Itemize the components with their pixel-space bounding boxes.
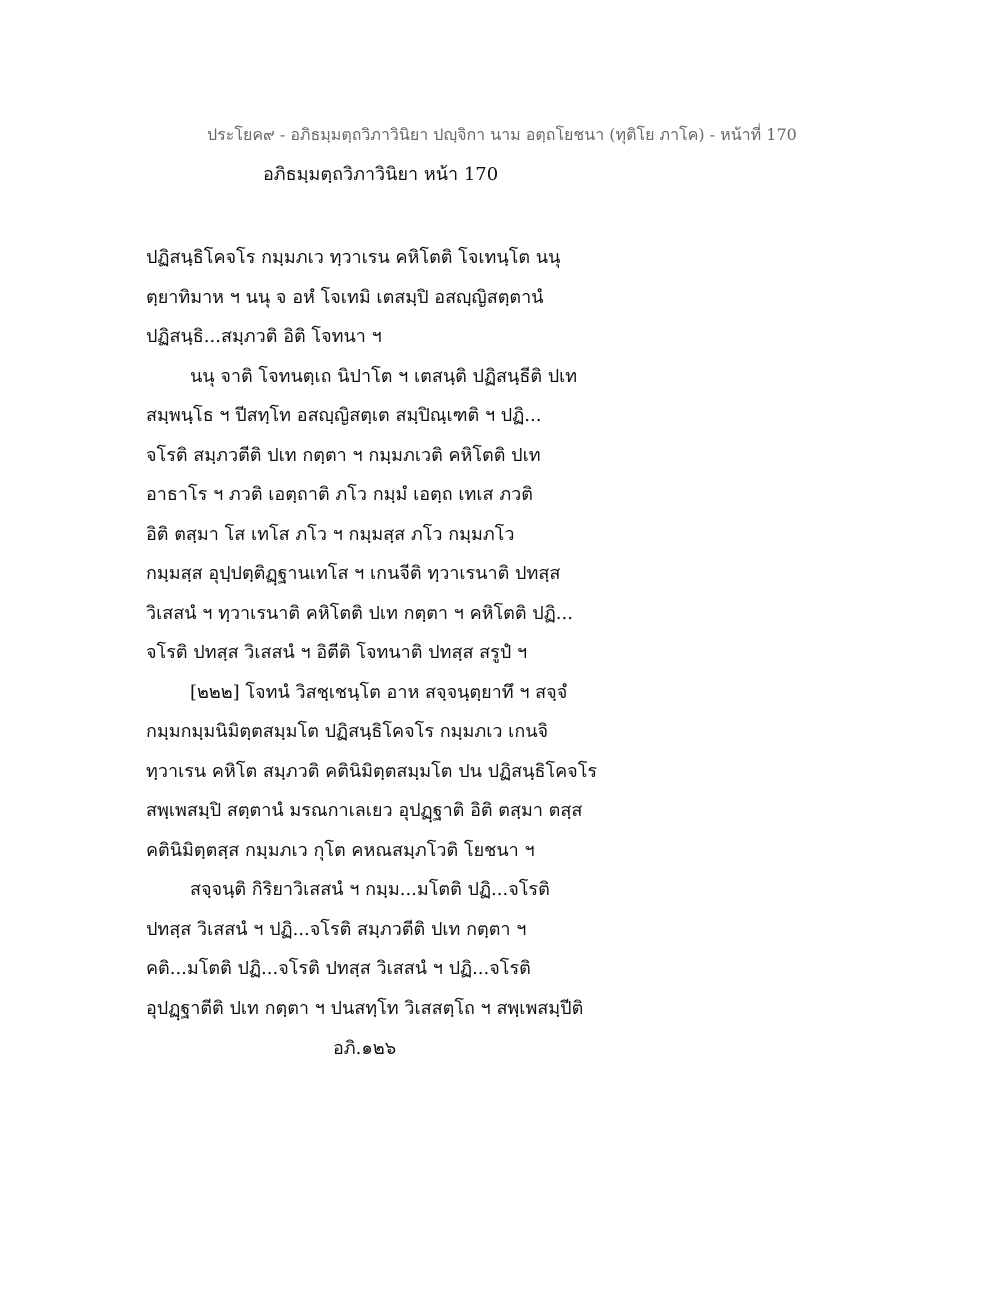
text-line: อิติ ตสฺมา โส เทโส ภโว ฯ กมฺมสฺส ภโว กมฺมภโว	[146, 523, 515, 545]
text-line: ปฏิสนฺธิโคจโร กมฺมภเว ทฺวาเรน คหิโตติ โจเทนฺโต นนุ	[146, 247, 561, 268]
text-line: กมฺมสฺส อุปฺปตฺติฏฺฐานเทโส ฯ เกนจีติ ทฺวาเรนาติ ปทสฺส	[146, 563, 561, 584]
text-line: ตฺยาทิมาห ฯ นนุ จ อหํ โจเทมิ เตสมฺปิ อสญฺญิสตฺตานํ	[146, 286, 544, 308]
text-line: ปฏิสนฺธิ...สมฺภวติ อิติ โจทนา ฯ	[146, 326, 382, 347]
text-line: [๒๒๒] โจทนํ วิสชฺเชนฺโต อาห สจฺจนฺตฺยาทึ ฯ สจฺจํ	[190, 681, 568, 703]
page-heading: อภิธมฺมตฺถวิภาวินิยา หน้า 170	[263, 164, 499, 185]
text-line: จโรติ ปทสฺส วิเสสนํ ฯ อิตีติ โจทนาติ ปทสฺส สรูปํ ฯ	[146, 642, 528, 663]
footer-reference: อภิ.๑๒๖	[333, 1038, 397, 1059]
text-line: คติ...มโตติ ปฏิ...จโรติ ปทสฺส วิเสสนํ ฯ ปฏิ...จโรติ	[146, 958, 531, 979]
text-line: สมฺพนฺโธ ฯ ปีสทฺโท อสญฺญิสตฺเต สมฺปิณฺเฑติ ฯ ปฏิ...	[146, 405, 542, 426]
text-line: สจฺจนฺติ กิริยาวิเสสนํ ฯ กมฺม...มโตติ ปฏิ...จโรติ	[190, 879, 550, 900]
text-line: นนุ จาติ โจทนตฺเถ นิปาโต ฯ เตสนฺติ ปฏิสนฺธีติ ปเท	[190, 365, 578, 387]
text-line: อุปฏฺฐาตีติ ปเท กตฺตา ฯ ปนสทฺโท วิเสสตฺโถ ฯ สพฺเพสมฺปีติ	[146, 997, 584, 1019]
text-line: วิเสสนํ ฯ ทฺวาเรนาติ คหิโตติ ปเท กตฺตา ฯ คหิโตติ ปฏิ...	[146, 602, 573, 624]
text-line: คตินิมิตฺตสฺส กมฺมภเว กุโต คหณสมฺภโวติ โยชนา ฯ	[146, 839, 535, 861]
text-line: จโรติ สมฺภวตีติ ปเท กตฺตา ฯ กมฺมภเวติ คหิโตติ ปเท	[146, 444, 541, 466]
text-line: ปทสฺส วิเสสนํ ฯ ปฏิ...จโรติ สมฺภวตีติ ปเท กตฺตา ฯ	[146, 918, 527, 940]
body-text	[146, 238, 846, 1028]
text-line: อาธาโร ฯ ภวติ เอตฺถาติ ภโว กมฺมํ เอตฺถ เทเส ภวติ	[146, 484, 533, 505]
running-header: ประโยค๙ - อภิธมฺมตฺถวิภาวินิยา ปญฺจิกา นาม อตฺถโยชนา (ทุติโย ภาโค) - หน้าที่ 170	[207, 125, 797, 144]
text-line: สพฺเพสมฺปิ สตฺตานํ มรณกาเลเยว อุปฏฺฐาติ อิติ ตสฺมา ตสฺส	[146, 800, 583, 821]
text-line: ทฺวาเรน คหิโต สมฺภวติ คตินิมิตฺตสมฺมโต ปน ปฏิสนฺธิโคจโร	[146, 760, 598, 782]
text-line: กมฺมกมฺมนิมิตฺตสมฺมโต ปฏิสนฺธิโคจโร กมฺมภเว เกนจิ	[146, 721, 549, 742]
